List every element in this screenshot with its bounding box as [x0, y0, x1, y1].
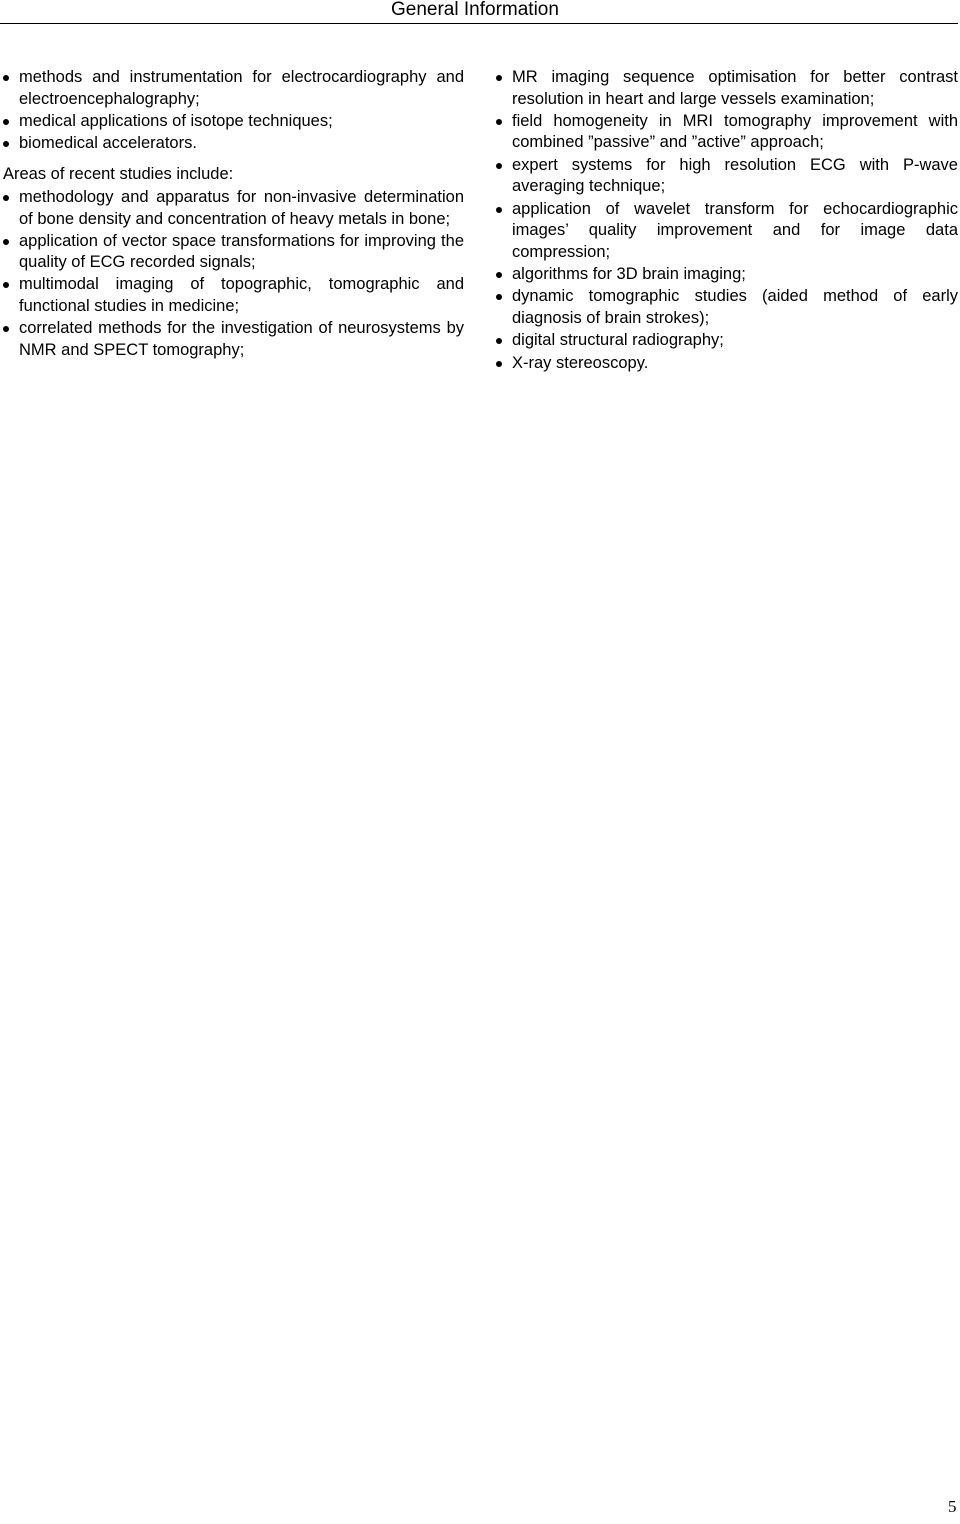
bullet-icon — [3, 326, 9, 332]
list-item — [3, 318, 464, 361]
list-item-text: algorithms for 3D brain imaging; — [512, 265, 746, 284]
bullet-icon — [496, 119, 502, 125]
list-item-text: field homogeneity in MRI tomography improvement with combined ”passive” and ”active” approach; — [512, 111, 958, 152]
page-header — [0, 0, 958, 24]
list-item — [3, 231, 464, 274]
bullet-icon — [3, 239, 9, 245]
right-bullet-list — [496, 67, 958, 374]
bullet-icon — [496, 272, 502, 278]
header-divider — [0, 23, 958, 24]
list-item — [3, 133, 464, 155]
bullet-icon — [3, 141, 9, 147]
list-item — [496, 155, 958, 198]
page-number: 5 — [948, 1497, 957, 1516]
list-item — [3, 187, 464, 230]
list-item — [496, 199, 958, 264]
bullet-icon — [3, 119, 9, 125]
list-item-text: multimodal imaging of topographic, tomographic and functional studies in medicine; — [19, 275, 464, 315]
list-item — [3, 274, 464, 317]
bullet-icon — [496, 294, 502, 300]
left-column — [3, 67, 464, 362]
bullet-icon — [496, 361, 502, 367]
list-item-text: application of wavelet transform for echocardiographic images’ quality improvement and for image data compression; — [512, 199, 958, 261]
section-intro: Areas of recent studies include: — [3, 165, 234, 184]
bullet-icon — [3, 282, 9, 288]
page-title: General Information — [391, 0, 559, 20]
bullet-icon — [496, 163, 502, 169]
list-item-text: methods and instrumentation for electrocardiography and electroencephalography; — [19, 68, 464, 108]
list-item — [496, 286, 958, 329]
list-item-text: MR imaging sequence optimisation for better contrast resolution in heart and large vessels examination; — [512, 68, 958, 108]
bullet-icon — [3, 75, 9, 81]
bullet-icon — [3, 195, 9, 201]
list-item-text: X-ray stereoscopy. — [512, 353, 649, 372]
list-item — [496, 353, 958, 375]
list-item-text: biomedical accelerators. — [19, 133, 197, 152]
list-item-text: expert systems for high resolution ECG with P-wave averaging technique; — [512, 155, 958, 196]
list-item — [496, 111, 958, 154]
bullet-icon — [496, 338, 502, 344]
list-item-text: application of vector space transformations for improving the quality of ECG recorded signals; — [19, 231, 464, 272]
list-item-text: digital structural radiography; — [512, 331, 724, 350]
list-item — [496, 67, 958, 110]
list-item — [3, 67, 464, 110]
intro-bullet-list — [3, 67, 464, 154]
list-item-text: medical applications of isotope techniques; — [19, 111, 333, 130]
list-item-text: dynamic tomographic studies (aided method of early diagnosis of brain strokes); — [512, 287, 958, 327]
bullet-icon — [496, 207, 502, 213]
list-item — [3, 111, 464, 133]
list-item-text: correlated methods for the investigation of neurosystems by NMR and SPECT tomography; — [19, 319, 464, 359]
list-item — [496, 264, 958, 286]
bullet-icon — [496, 75, 502, 81]
recent-studies-list — [3, 187, 464, 361]
right-column — [496, 67, 958, 375]
list-item — [496, 330, 958, 352]
list-item-text: methodology and apparatus for non-invasive determination of bone density and concentration of heavy metals in bone; — [19, 187, 464, 228]
